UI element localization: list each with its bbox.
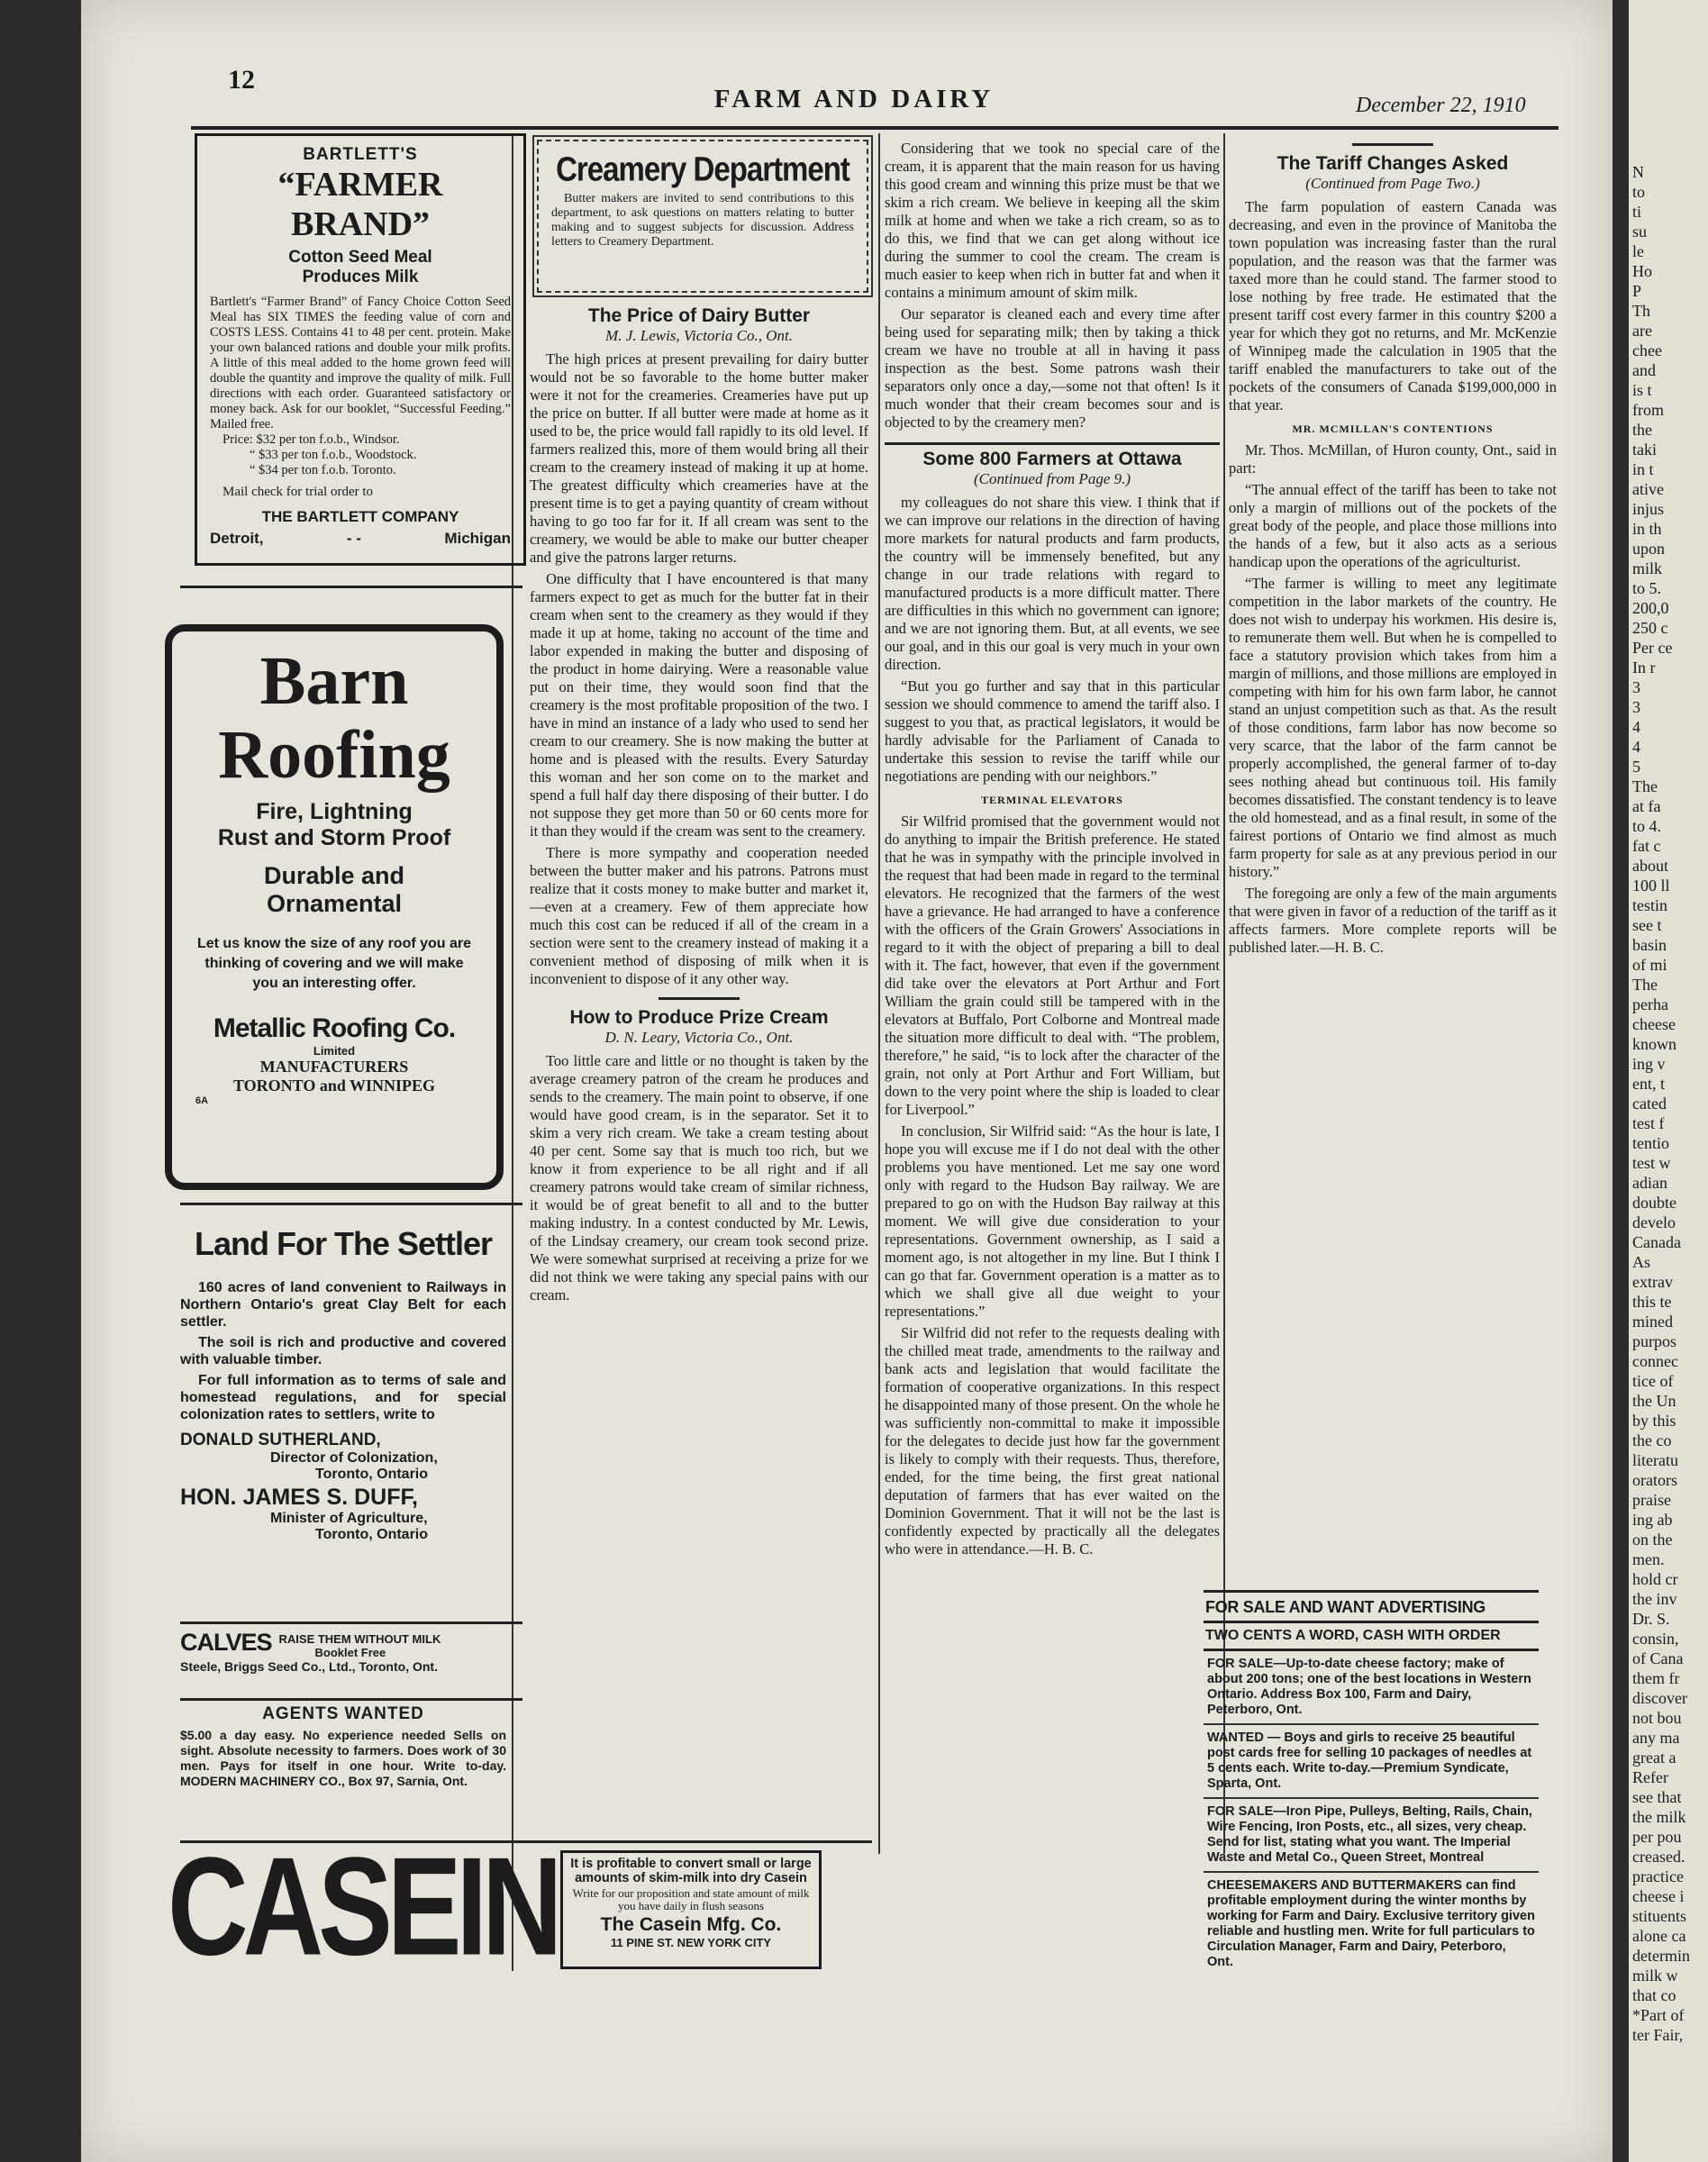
next-page-line: of mi: [1632, 956, 1667, 974]
next-page-line: The: [1632, 976, 1658, 994]
issue-date: December 22, 1910: [1356, 94, 1526, 117]
calves-small-2: Booklet Free: [314, 1646, 386, 1659]
next-page-line: of Cana: [1632, 1649, 1684, 1667]
next-page-line: milk w: [1632, 1967, 1678, 1985]
next-page-text: [1632, 162, 1690, 2045]
bartlett-body: Bartlett's “Farmer Brand” of Fancy Choice Cotton Seed Meal has SIX TIMES the feeding value of corn and COSTS LESS. Contains 41 to 48 per cent. protein. Make your own balanced rations and double your milk profits. A little of this meal added to the home grown feed will double the quantity and improve the quality of milk. Full directions with each order. Guaranteed satisfactory or money back. Ask for our booklet, “Successful Feeding.” Mailed free.: [210, 295, 511, 431]
next-page-line: Dr. S.: [1632, 1610, 1670, 1628]
next-page-line: 3: [1632, 678, 1640, 696]
prize-para: Too little care and little or no thought is taken by the average creamery patron of the cream he produces and sends to the creamery. The main point to observe, if one would have good cream, is in the separator. Set it to skim a very rich cream. We take a cream testing about 40 per cent. Some say that is much too rich, but we know it from experience to be all right and if all creamery patrons would take cream of similar richness, it would be of great benefit to all and to the butter making industry. In a contest conducted by Mr. Lewis, of the Lindsay creamery, our cream took second prize. We were somewhat surprised at receiving a prize for we did not think we were taking any special pains with our cream.: [530, 1052, 868, 1304]
next-page-line: As: [1632, 1253, 1651, 1271]
next-page-line: on the: [1632, 1531, 1673, 1549]
next-page-line: ative: [1632, 480, 1664, 498]
tariff-para: “The farmer is willing to meet any legitimate competition in the labor markets of the country. He does not wish to underpay his workmen. His desire is, to remunerate them well. But when he is compelled to face a statutory provision which takes from him a margin of millions, and those millions are employed in competing with him for his own farm labor, he cannot stand an unjust competition such as that. As the result of those conditions, farm labor has now become so very scarce, that the labor of the farm cannot be properly accomplished, the general farmer of to-day sees nothing ahead but continuous toil. His family becomes dissatisfied. The constant tendency is to leave the old homestead, and as a final result, in some of the fairest portions of Ontario we find almost as much farm property for sale as at any previous period in our history.”: [1229, 575, 1557, 880]
barn-limited: Limited: [313, 1044, 356, 1058]
next-page-line: great a: [1632, 1749, 1676, 1767]
tariff-para: The farm population of eastern Canada was decreasing, and even in the province of Manitoba the town population was increasing faster than the rural population, and the reason was that the farmer was taxed more than he could stand. The farmer stood to lose nothing by free trade. He estimated that the present tariff cost every farmer in this country $200 a year for which they got no returns, and Mr. McKenzie of Winnipeg made the calculation in 1905 that the tariff enabled the manufacturers to take out of the pockets of the consumers of Canada $199,000,000 in that year.: [1229, 198, 1557, 413]
next-page-line: to: [1632, 183, 1646, 201]
next-page-line: basin: [1632, 936, 1667, 954]
next-page-line: from: [1632, 401, 1664, 419]
next-page-line: any ma: [1632, 1729, 1680, 1747]
settler-name-1: DONALD SUTHERLAND,: [180, 1431, 381, 1449]
next-page-line: to 4.: [1632, 817, 1662, 835]
next-page-line: to 5.: [1632, 579, 1662, 597]
tariff-continued: (Continued from Page Two.): [1305, 175, 1480, 192]
barn-line-3: Durable and: [263, 862, 405, 889]
next-page-line: 3: [1632, 698, 1640, 716]
ottawa-para: Sir Wilfrid did not refer to the requests dealing with the chilled meat trade, amendments to the railway and bank acts and legislation that would facilitate the formation of cooperative organizations. In this respect he disappointed many of those present. On the whole he was sufficiently non-committal to make it impossible for the delegates to decide just how far the government is likely to comply with their requests. Thus, therefore, ended, for the time being, the first great national deputation of farmers that has ever waited on the Dominion Government. That it will not be the last is confidently expected by practically all the delegates who were in attendance.—H. B. C.: [885, 1324, 1220, 1558]
next-page-line: upon: [1632, 540, 1665, 558]
next-page-line: the co: [1632, 1431, 1672, 1449]
calves-company: Steele, Briggs Seed Co., Ltd., Toronto, Ont.: [180, 1659, 438, 1674]
barn-line-1: Fire, Lightning: [256, 799, 413, 824]
next-page-line: is t: [1632, 381, 1652, 399]
settler-title: Land For The Settler: [194, 1225, 493, 1262]
bartlett-city: Detroit,: [210, 530, 264, 547]
next-page-line: mined: [1632, 1313, 1673, 1331]
casein-ad: [168, 1829, 879, 1985]
settler-role-2: Minister of Agriculture,: [270, 1511, 428, 1526]
next-page-line: see that: [1632, 1788, 1682, 1806]
next-page-line: purpos: [1632, 1332, 1676, 1350]
price-para: One difficulty that I have encountered is that many farmers expect to get as much for the butter fat in their cream when sent to the creamery as they would if they made it up at home, taking no account of the time and labor expended in making the butter and disposing of the product in home dairying. Were a reasonable value put on their time, they would soon find that the creamery is the most profitable proposition of the two. I have in mind an instance of a lady who used to send her cream to our creamery. She is now making the butter at home and is pleased with the results. Every Saturday this woman and her son come on to the market and spend a full half day there disposing of their butter. I do not suppose they get more than 50 or 60 cents more for it than they would if the cream was sent to the creamery.: [530, 570, 868, 840]
next-page-line: milk: [1632, 559, 1663, 577]
next-page-line: discover: [1632, 1689, 1687, 1707]
settler-name-2: HON. JAMES S. DUFF,: [180, 1485, 418, 1510]
settler-place-1: Toronto, Ontario: [315, 1467, 429, 1482]
next-page-line: literatu: [1632, 1451, 1678, 1469]
price-article: [530, 302, 868, 1608]
next-page-line: practice: [1632, 1867, 1684, 1885]
prize-para: Our separator is cleaned each and every time after being used for separating milk; then by taking a thick cream we have no trouble at all in having it pass inspection as the best. Some patrons wash their separators only once a day,—some not that often! Is it much wonder that their cream becomes sour and is objected to by the creamery men?: [885, 305, 1220, 431]
next-page-line: ter Fair,: [1632, 2026, 1684, 2044]
classifieds: [1204, 1590, 1539, 1976]
next-page-line: Per ce: [1632, 639, 1673, 657]
settler-role-1: Director of Colonization,: [270, 1450, 438, 1466]
next-page-line: le: [1632, 242, 1644, 260]
calves-small-1: RAISE THEM WITHOUT MILK: [278, 1632, 441, 1646]
next-page-line: at fa: [1632, 797, 1661, 815]
price-para: The high prices at present prevailing for dairy butter would not be so favorable to the home butter maker were it not for the creameries. Creameries have put up the price on butter. If all butter were made at home as it used to be, the price would fall rapidly to its old level. If farmers realized this, more of them would bring all their cream to the creamery instead of making it up at home. The greatest difficulty which creameries have at the present time is to get a paying quantity of cream without having to go too far for it. If all cream was sent to the creamery, we would be able to make our butter cheaper and give the patrons larger returns.: [530, 350, 868, 566]
prize-para: Considering that we took no special care of the cream, it is apparent that the main reason for us having this good cream and winning this prize must be that we skim a rich cream. We believe in keeping all the skim milk at home and when we take a rich cream, so as to do this, we find that we can get along without ice during the summer to cool the cream. The cream is much easier to keep when rich in butter fat and when it contains a minimum amount of skim milk.: [885, 140, 1220, 301]
casein-box: [560, 1850, 822, 1969]
next-page-line: the Un: [1632, 1392, 1676, 1410]
next-page-line: by this: [1632, 1412, 1676, 1430]
barn-cities: TORONTO and WINNIPEG: [232, 1076, 436, 1095]
next-page-line: in t: [1632, 460, 1654, 478]
classified-item: CHEESEMAKERS AND BUTTERMAKERS can find profitable employment during the winter months by working for Farm and Dairy. Exclusive territory given reliable and hustling men. Write for full particulars to Circulation Manager, Farm and Dairy, Peterboro, Ont.: [1207, 1878, 1535, 1969]
next-page-line: per pou: [1632, 1828, 1682, 1846]
settler-p3: For full information as to terms of sale and homestead regulations, and for special colonization rates to settlers, write to: [180, 1373, 506, 1422]
ad-divider: [180, 1698, 522, 1701]
next-page-line: praise: [1632, 1491, 1671, 1509]
barn-line-2: Rust and Storm Proof: [217, 825, 451, 850]
bartlett-state: Michigan: [444, 530, 511, 547]
settler-p2: The soil is rich and productive and covered with valuable timber.: [180, 1335, 506, 1367]
next-page-line: doubte: [1632, 1194, 1676, 1212]
article-divider: [659, 997, 740, 1000]
article-divider: [885, 442, 1220, 445]
bartlett-brand: BARTLETT'S: [303, 145, 418, 164]
next-page-line: test w: [1632, 1154, 1671, 1172]
next-page-line: Refer: [1632, 1768, 1668, 1786]
barn-roofing-ad: [165, 624, 504, 1190]
header-rule: [191, 126, 1558, 130]
bartlett-mail: Mail check for trial order to: [223, 485, 374, 499]
next-page-line: ing v: [1632, 1055, 1666, 1073]
column-4: [1229, 140, 1557, 1590]
bartlett-line1: Cotton Seed Meal: [288, 248, 432, 267]
casein-line-1: It is profitable to convert small or large amounts of skim-milk into dry Casein: [570, 1857, 812, 1885]
bartlett-dashes: - -: [346, 530, 361, 547]
bartlett-price-3: “ $34 per ton f.o.b. Toronto.: [250, 463, 396, 477]
barn-company: Metallic Roofing Co.: [213, 1013, 456, 1043]
next-page-line: 200,0: [1632, 599, 1669, 617]
next-page-line: Ho: [1632, 262, 1652, 280]
next-page-line: *Part of: [1632, 2006, 1685, 2024]
tariff-para: The foregoing are only a few of the main arguments that were given in favor of a reduction of the tariff as it affects farmers. More complete reports will be published later.—H. B. C.: [1229, 885, 1557, 956]
bartlett-ad: [195, 133, 526, 566]
tariff-subhead: MR. MCMILLAN'S CONTENTIONS: [1292, 422, 1494, 435]
next-page-line: adian: [1632, 1174, 1667, 1192]
ad-divider: [180, 1203, 522, 1205]
next-page-line: In r: [1632, 659, 1656, 677]
ad-divider: [180, 586, 522, 588]
column-3: [885, 140, 1220, 1851]
next-page-line: 4: [1632, 718, 1640, 736]
next-page-line: P: [1632, 282, 1642, 300]
prize-byline: D. N. Leary, Victoria Co., Ont.: [604, 1029, 794, 1046]
agents-ad: [180, 1704, 506, 1789]
next-page-line: 250 c: [1632, 619, 1668, 637]
classified-item: FOR SALE—Up-to-date cheese factory; make of about 200 tons; one of the best locations in Western Ontario. Address Box 100, Farm and Dairy, Peterboro, Ont.: [1204, 1651, 1539, 1725]
price-para: There is more sympathy and cooperation needed between the butter maker and his patrons. Patrons must realize that it costs money to make butter and market it,—even at a creamery. Few of them appreciate how much this cost can be reduced if all of the cream in a section were sent to the creamery instead of making it a convenient method of disposing of milk when it is inconvenient to dispose of it any other way.: [530, 844, 868, 987]
next-page-line: creased.: [1632, 1848, 1685, 1866]
barn-line-4: Ornamental: [266, 890, 403, 917]
next-page-line: chee: [1632, 341, 1662, 359]
page-number: 12: [228, 65, 255, 95]
agents-body: $5.00 a day easy. No experience needed Sells on sight. Absolute necessity to farmers. Does work of 30 men. Pays for itself in one hour. Write to-day. MODERN MACHINERY CO., Box 97, Sarnia, Ont.: [180, 1728, 506, 1788]
barn-code: 6A: [195, 1095, 209, 1106]
casein-line-2: Write for our proposition and state amount of milk you have daily in flush seasons: [572, 1886, 810, 1912]
next-page-line: su: [1632, 223, 1648, 241]
classified-item: FOR SALE—Iron Pipe, Pulleys, Belting, Rails, Chain, Wire Fencing, Iron Posts, etc., all sizes, very cheap. Send for list, stating what you want. The Imperial Waste and Metal Co., Queen Street, Montreal: [1204, 1799, 1539, 1873]
bartlett-line2: Produces Milk: [302, 268, 419, 286]
next-page-line: ent, t: [1632, 1075, 1665, 1093]
bartlett-price-1: Price: $32 per ton f.o.b., Windsor.: [223, 432, 400, 447]
next-page-line: determin: [1632, 1947, 1690, 1965]
next-page-line: alone ca: [1632, 1927, 1686, 1945]
classified-item: WANTED — Boys and girls to receive 25 beautiful post cards free for selling 10 packages of needles at 5 cents each. Write to-day.—Premium Syndicate, Sparta, Ont.: [1204, 1725, 1539, 1799]
creamery-intro: Butter makers are invited to send contributions to this department, to ask questions on matters relating to butter making and to suggest subjects for discussion. Address letters to Creamery Department.: [551, 192, 854, 249]
barn-offer: Let us know the size of any roof you are thinking of covering and we will make you an interesting offer.: [196, 936, 472, 991]
calves-big: CALVES: [180, 1629, 272, 1656]
next-page-line: the: [1632, 421, 1652, 439]
next-page-line: the inv: [1632, 1590, 1677, 1608]
next-page-line: men.: [1632, 1550, 1665, 1568]
next-page-line: perha: [1632, 995, 1668, 1013]
ottawa-para: my colleagues do not share this view. I think that if we can improve our relations in the direction of having more markets for natural products and farm products, the country will be immensely benefited, but any change in our trade relations with regard to manufactured products is a more difficult matter. There are difficulties in this which no government can ignore; and we are not ignoring them. But, at all events, we see our goal, and in this our goal is very much in your own direction.: [885, 494, 1220, 673]
tariff-para: Mr. Thos. McMillan, of Huron county, Ont., said in part:: [1229, 441, 1557, 477]
classifieds-title: FOR SALE AND WANT ADVERTISING: [1204, 1593, 1539, 1623]
next-page-line: tentio: [1632, 1134, 1669, 1152]
tariff-para: “The annual effect of the tariff has been to take not only a margin of millions out of the pockets of the great body of the people, and place those millions into the hands of a few, but it also acts as a serious handicap upon the operations of the agriculturist.: [1229, 481, 1557, 570]
next-page-line: that co: [1632, 1986, 1676, 2004]
next-page-line: connec: [1632, 1352, 1678, 1370]
next-page-line: orators: [1632, 1471, 1677, 1489]
next-page-line: cated: [1632, 1095, 1667, 1113]
settler-place-2: Toronto, Ontario: [315, 1527, 429, 1542]
next-page-line: 100 ll: [1632, 877, 1670, 895]
creamery-title: Creamery Department: [556, 150, 849, 188]
ottawa-para: “But you go further and say that in this particular session we should commence to amend the tariff also. I suggest to you that, as practical legislators, it would be hardly advisable for the Parliament of Canada to undertake this session to revise the tariff while our negotiations are pending with our neighbors.”: [885, 677, 1220, 785]
masthead-title: FARM AND DAIRY: [713, 85, 995, 114]
next-page-line: Th: [1632, 302, 1650, 320]
barn-manufacturers: MANUFACTURERS: [259, 1058, 409, 1076]
bartlett-product: “FARMER BRAND”: [277, 166, 443, 243]
next-page-line: about: [1632, 857, 1668, 875]
creamery-department-box: [537, 140, 868, 293]
next-page-line: The: [1632, 777, 1658, 795]
calves-ad: [180, 1629, 513, 1674]
bartlett-price-2: “ $33 per ton f.o.b., Woodstock.: [250, 448, 417, 462]
next-page-line: testin: [1632, 896, 1667, 914]
casein-company: The Casein Mfg. Co.: [600, 1914, 782, 1935]
price-title: The Price of Dairy Butter: [587, 305, 811, 326]
bartlett-company: THE BARTLETT COMPANY: [261, 508, 459, 525]
classifieds-rate: TWO CENTS A WORD, CASH WITH ORDER: [1204, 1623, 1539, 1651]
next-page-edge: [1629, 0, 1708, 2162]
next-page-line: 5: [1632, 758, 1640, 776]
price-byline: M. J. Lewis, Victoria Co., Ont.: [605, 327, 793, 344]
casein-address: 11 PINE ST. NEW YORK CITY: [610, 1936, 772, 1949]
column-rule: [878, 133, 880, 1854]
next-page-line: develo: [1632, 1213, 1676, 1231]
ottawa-continued: (Continued from Page 9.): [973, 470, 1131, 487]
settler-p1: 160 acres of land convenient to Railways in Northern Ontario's great Clay Belt for each settler.: [180, 1280, 506, 1330]
next-page-line: hold cr: [1632, 1570, 1678, 1588]
next-page-line: not bou: [1632, 1709, 1682, 1727]
next-page-line: ti: [1632, 203, 1642, 221]
prize-title: How to Produce Prize Cream: [569, 1007, 829, 1028]
ottawa-subhead: TERMINAL ELEVATORS: [981, 794, 1123, 806]
next-page-line: ing ab: [1632, 1511, 1673, 1529]
ottawa-para: In conclusion, Sir Wilfrid said: “As the hour is late, I hope you will excuse me if I do not deal with the other problems you have mentioned. Let me say one word only with regard to the Hudson Bay railway. We are prepared to go on with the Hudson Bay railway at this moment. We will give due consideration to your representations. Government ownership, as I said a moment ago, is not altogether in my line. But I think I can go that far. Government operation is a matter as to which we shall give all due weight to your representations.”: [885, 1122, 1220, 1320]
next-page-line: the milk: [1632, 1808, 1686, 1826]
next-page-line: test f: [1632, 1114, 1665, 1132]
next-page-line: in th: [1632, 520, 1662, 538]
next-page-line: injus: [1632, 500, 1665, 518]
next-page-line: Canada: [1632, 1233, 1681, 1251]
casein-big: CASEIN: [168, 1829, 558, 1985]
agents-title: AGENTS WANTED: [262, 1704, 424, 1723]
settler-ad: [180, 1225, 506, 1543]
article-divider: [1352, 143, 1433, 146]
ottawa-para: Sir Wilfrid promised that the government would not do anything to impair the British preference. He stated that he was in sympathy with the principle involved in the request that had been made in regard to the terminal elevators. He recognized that the farmers of the west have a grievance. He had arranged to have a conference with the officers of the Grain Growers' Associations in regard to it with the object of preparing a bill to deal with it. The fact, however, that even if the government did take over the elevators at Port Arthur and Fort William the grain could still be tampered with in the elevators at Buffalo, Port Colborne and Montreal made the situation more difficult to deal with. “The problem, therefore,” he said, “is to lock after the character of the grain, not only at Port Arthur and Fort William, but down to the very point where the ship is loaded to clear for Liverpool.”: [885, 813, 1220, 1118]
ad-divider: [180, 1622, 522, 1624]
next-page-line: taki: [1632, 441, 1657, 459]
next-page-line: stituents: [1632, 1907, 1687, 1925]
tariff-title: The Tariff Changes Asked: [1276, 153, 1509, 174]
barn-title-2: Roofing: [218, 717, 450, 793]
next-page-line: N: [1632, 163, 1644, 181]
next-page-line: see t: [1632, 916, 1662, 934]
next-page-line: consin,: [1632, 1630, 1679, 1648]
next-page-line: tice of: [1632, 1372, 1674, 1390]
next-page-line: 4: [1632, 738, 1640, 756]
next-page-line: this te: [1632, 1293, 1672, 1311]
next-page-line: cheese i: [1632, 1887, 1685, 1905]
next-page-line: are: [1632, 322, 1652, 340]
next-page-line: and: [1632, 361, 1656, 379]
barn-title-1: Barn: [259, 643, 409, 719]
next-page-line: extrav: [1632, 1273, 1673, 1291]
next-page-line: cheese: [1632, 1015, 1676, 1033]
ottawa-title: Some 800 Farmers at Ottawa: [922, 449, 1182, 469]
next-page-line: known: [1632, 1035, 1676, 1053]
next-page-line: fat c: [1632, 837, 1661, 855]
next-page-line: them fr: [1632, 1669, 1680, 1687]
